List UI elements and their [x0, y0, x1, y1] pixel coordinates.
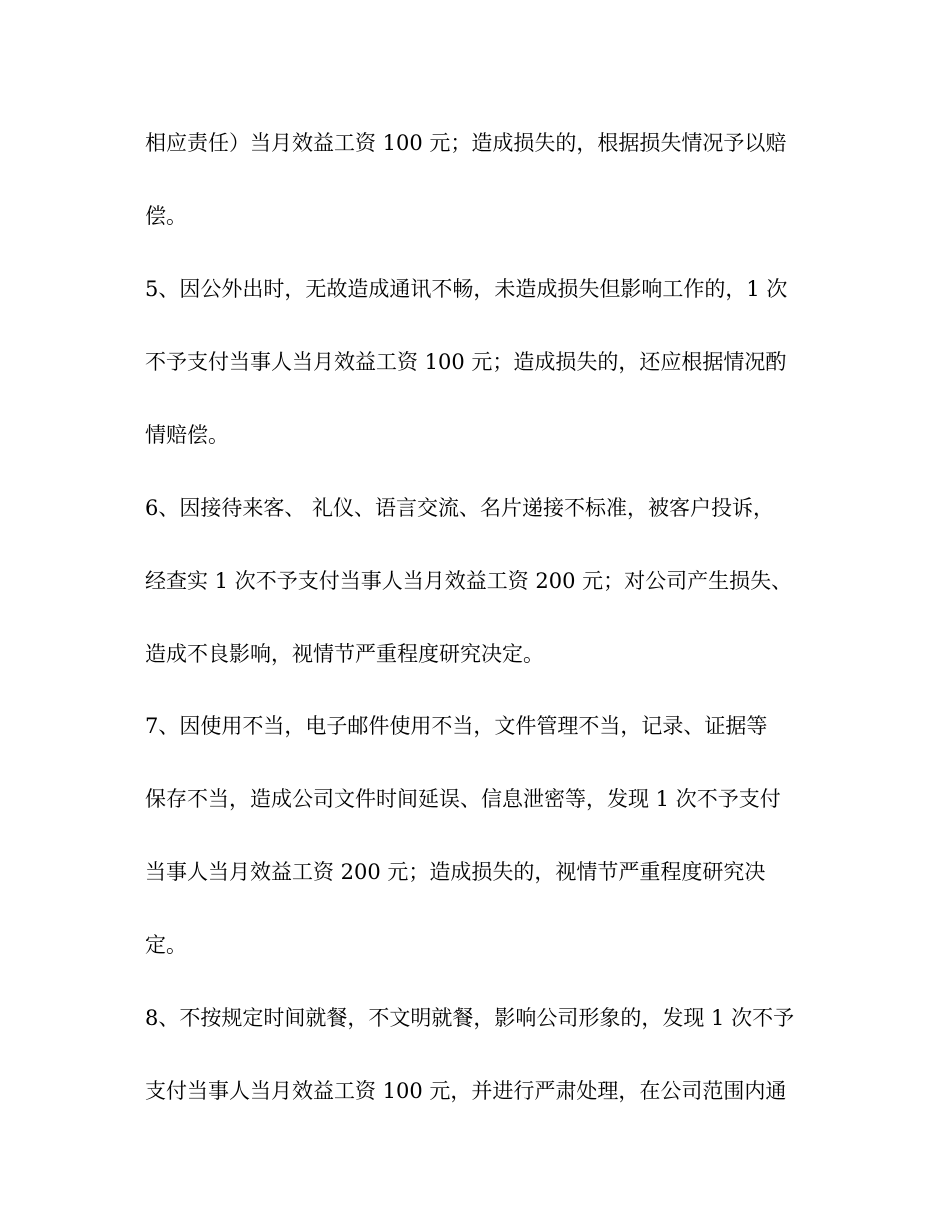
text-line-14: 支付当事人当月效益工资 100 元，并进行严肃处理，在公司范围内通: [145, 1079, 787, 1103]
text-line-2: 偿。: [145, 204, 187, 228]
text-line-4: 不予支付当事人当月效益工资 100 元；造成损失的，还应根据情况酌: [145, 350, 787, 374]
text-line-6: 6、因接待来客、 礼仪、语言交流、名片递接不标准，被客户投诉，: [145, 496, 775, 520]
text-line-11: 当事人当月效益工资 200 元；造成损失的，视情节严重程度研究决: [145, 860, 766, 884]
text-line-13: 8、不按规定时间就餐，不文明就餐，影响公司形象的，发现 1 次不予: [145, 1006, 795, 1030]
text-line-10: 保存不当，造成公司文件时间延误、信息泄密等，发现 1 次不予支付: [145, 787, 781, 811]
text-line-7: 经查实 1 次不予支付当事人当月效益工资 200 元；对公司产生损失、: [145, 569, 793, 593]
text-line-3: 5、因公外出时，无故造成通讯不畅，未造成损失但影响工作的，1 次: [145, 277, 788, 301]
text-line-8: 造成不良影响，视情节严重程度研究决定。: [145, 642, 544, 666]
text-line-12: 定。: [145, 933, 187, 957]
text-line-1: 相应责任）当月效益工资 100 元；造成损失的，根据损失情况予以赔: [145, 131, 787, 155]
text-line-5: 情赔偿。: [145, 423, 229, 447]
text-line-9: 7、因使用不当，电子邮件使用不当，文件管理不当，记录、证据等: [145, 714, 768, 738]
